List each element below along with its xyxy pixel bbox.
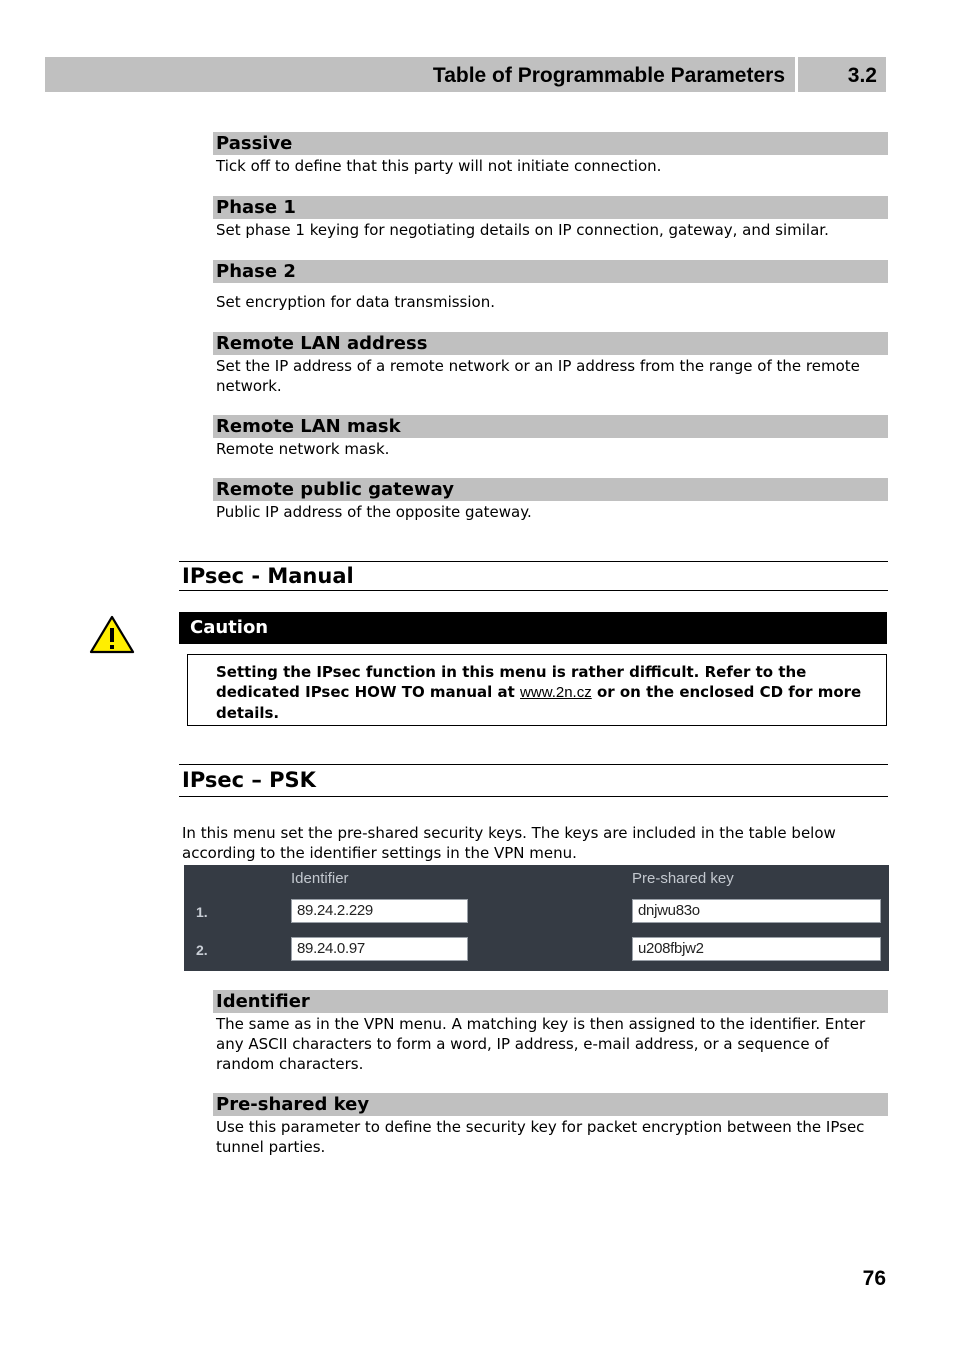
param-description: The same as in the VPN menu. A matching key is then assigned to the identifier. Enter any ASCII characters to form a word, IP address, e-mail address, or a sequence of random characters. [216, 1015, 866, 1073]
section-title: IPsec – PSK [182, 768, 316, 792]
warning-triangle-icon [89, 614, 135, 658]
param-description: Set encryption for data transmission. [216, 293, 495, 311]
caution-text: Setting the IPsec function in this menu is rather difficult. Refer to the dedicated IPsec HOW TO manual at [216, 663, 807, 701]
section-ipsec-manual [179, 561, 888, 591]
param-title: Identifier [213, 990, 888, 1013]
param-description: Public IP address of the opposite gateway. [216, 503, 532, 521]
param-remote-lan-address [213, 332, 888, 396]
page-header-section-number: 3.2 [847, 64, 877, 87]
page-header-bar [45, 57, 795, 92]
param-description: Tick off to define that this party will not initiate connection. [216, 157, 662, 175]
param-description: Use this parameter to define the security key for packet encryption between the IPsec tunnel parties. [216, 1118, 865, 1156]
param-passive [213, 132, 888, 176]
psk-intro-text: In this menu set the pre-shared security keys. The keys are included in the table below according to the identifier settings in the VPN menu. [182, 824, 836, 862]
param-title: Remote LAN address [213, 332, 888, 355]
param-identifier [213, 990, 888, 1074]
section-title: IPsec - Manual [182, 564, 354, 588]
param-phase-2 [213, 260, 888, 312]
caution-header: Caution [179, 612, 887, 644]
page-header-title: Table of Programmable Parameters [432, 64, 785, 87]
param-description: Remote network mask. [216, 440, 390, 458]
row-number: 2. [196, 942, 208, 958]
param-pre-shared-key [213, 1093, 888, 1157]
column-header-pre-shared-key: Pre-shared key [632, 870, 734, 887]
identifier-input[interactable]: 89.24.0.97 [291, 937, 468, 961]
pre-shared-key-input[interactable]: dnjwu83o [632, 899, 881, 923]
row-number: 1. [196, 904, 208, 920]
param-title: Pre-shared key [213, 1093, 888, 1116]
param-title: Phase 1 [213, 196, 888, 219]
psk-settings-panel [184, 865, 889, 971]
param-description: Set the IP address of a remote network or an IP address from the range of the remote network. [216, 357, 860, 395]
param-title: Phase 2 [213, 260, 888, 283]
param-remote-lan-mask [213, 415, 888, 459]
section-ipsec-psk [179, 764, 888, 797]
param-title: Passive [213, 132, 888, 155]
pre-shared-key-input[interactable]: u208fbjw2 [632, 937, 881, 961]
param-title: Remote LAN mask [213, 415, 888, 438]
param-phase-1 [213, 196, 888, 240]
caution-box [187, 654, 887, 726]
page-header-section-box [798, 57, 886, 92]
identifier-input[interactable]: 89.24.2.229 [291, 899, 468, 923]
page-number: 76 [862, 1267, 886, 1290]
param-title: Remote public gateway [213, 478, 888, 501]
caution-text-end: or on the enclosed CD for more details. [216, 683, 862, 722]
website-link[interactable]: www.2n.cz [520, 684, 592, 701]
param-remote-public-gateway [213, 478, 888, 522]
column-header-identifier: Identifier [291, 870, 349, 887]
param-description: Set phase 1 keying for negotiating details on IP connection, gateway, and similar. [216, 221, 829, 239]
